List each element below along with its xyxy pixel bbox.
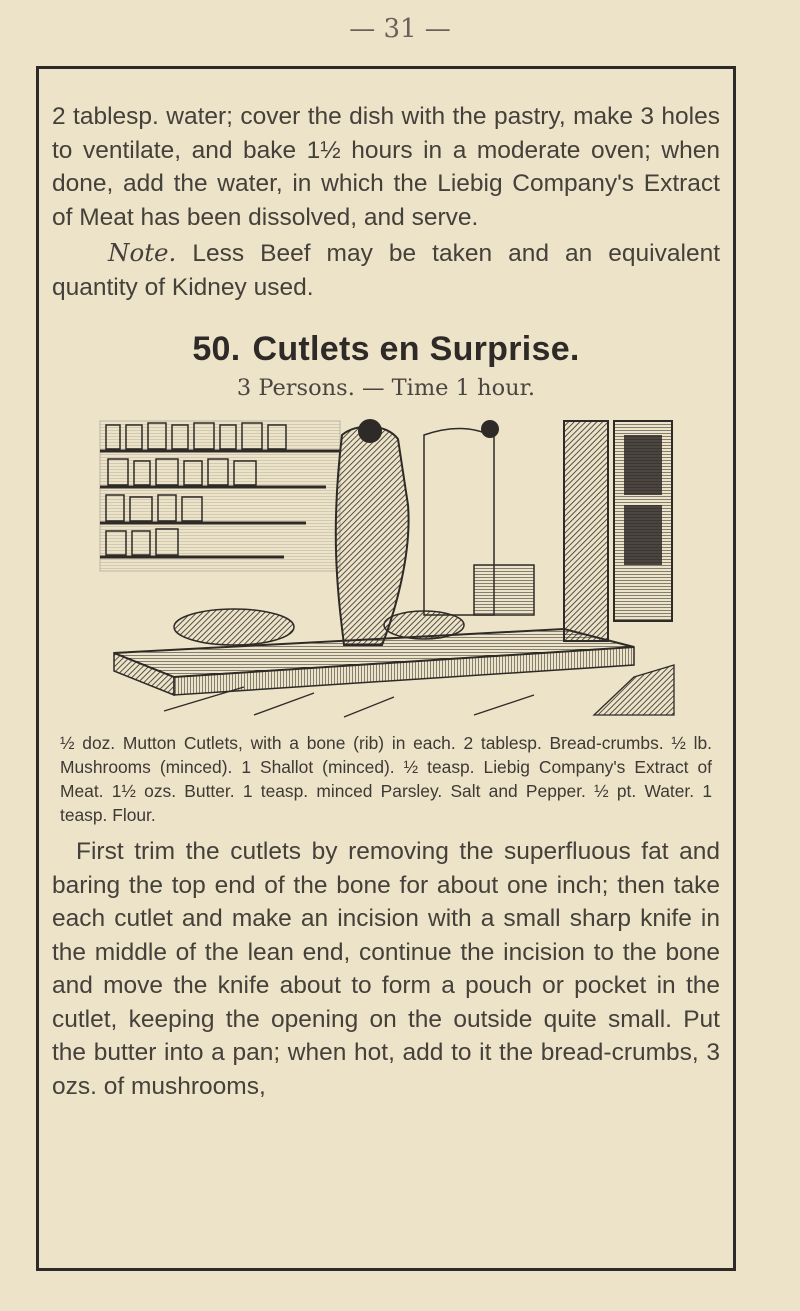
recipe-meta: 3 Persons. — Time 1 hour. xyxy=(236,375,536,401)
recipe-name: Cutlets en Surprise. xyxy=(252,330,580,368)
intro-paragraph: 2 tablesp. water; cover the dish with the pastry, make 3 holes to ventilate, and bake 1½ hours in a moderate oven; when done, add the water, in which the Liebig Company's Extract of Meat has been dissolved, and serve. xyxy=(52,103,720,231)
page-content xyxy=(52,100,720,1103)
recipe-title xyxy=(52,330,720,369)
kitchen-dresser-engraving-icon xyxy=(94,415,678,721)
ingredients-list: ½ doz. Mutton Cutlets, with a bone (rib) in each. 2 tablesp. Bread-crumbs. ½ lb. Mushrooms (minced). 1 Shallot (minced). ½ teasp. Liebig Company's Extract of Meat. 1½ ozs. Butter. 1 teasp. minced Parsley. Salt and Pepper. ½ pt. Water. 1 teasp. Flour. xyxy=(60,733,712,825)
method-paragraph: First trim the cutlets by removing the superfluous fat and baring the top end of the bone for about one inch; then take each cutlet and make an incision with a small sharp knife in the middle of the lean end, continue the incision to the bone and move the knife about to form a pouch or pocket in the cutlet, keeping the opening on the outside quite small. Put the butter into a pan; when hot, add to it the bread-crumbs, 3 ozs. of mushrooms, xyxy=(52,838,720,1100)
page-number: — 31 — xyxy=(349,14,451,44)
note-paragraph xyxy=(52,236,720,304)
note-label: Note. xyxy=(108,238,177,267)
recipe-number: 50. xyxy=(192,330,241,368)
note-text: Less Beef may be taken and an equivalent quantity of Kidney used. xyxy=(52,240,720,301)
